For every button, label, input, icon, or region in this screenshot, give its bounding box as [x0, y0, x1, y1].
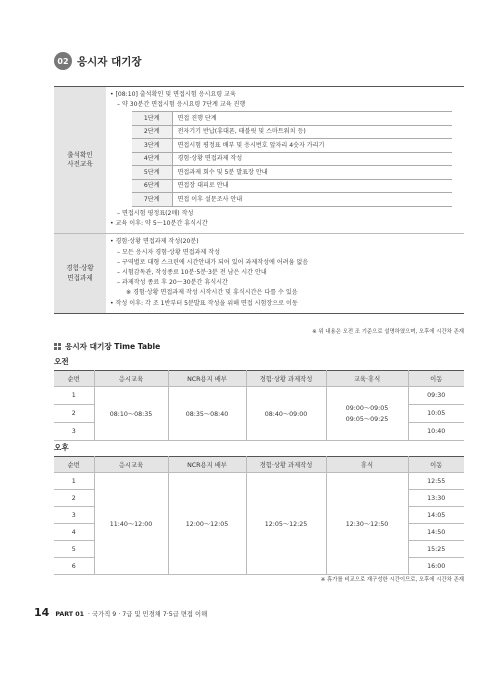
- content-line: – 시험감독관, 작성종료 10분·5분·3분 전 남은 시간 안내: [117, 268, 267, 276]
- section-heading: [54, 52, 142, 70]
- task-time-cell: 08:40～09:00: [246, 387, 326, 441]
- content-line: – 약 30분간 면접시험 응시요령 7단계 교육 진행: [117, 101, 246, 109]
- move-time-cell: 12:55: [408, 473, 464, 490]
- step-description: 면접장 대피로 안내: [172, 179, 452, 193]
- note-morning-basis: ※ 위 내용은 오전 조 기준으로 설명하였으며, 오후에 시간차 존재: [312, 329, 464, 335]
- step-description: 경험·상황 면접과제 작성: [172, 152, 452, 166]
- afternoon-label: 오후: [54, 443, 69, 452]
- section-number-badge: 02: [54, 52, 72, 70]
- task-time-cell: 12:05～12:25: [246, 473, 326, 575]
- step-description: 전자기기 반납(휴대폰, 태블릿 및 스마트워치 등): [172, 125, 452, 139]
- order-cell: 5: [54, 541, 94, 558]
- move-time-cell: 09:30: [408, 387, 464, 405]
- header-ncr: NCR용지 배부: [168, 371, 246, 387]
- info-row: [54, 87, 464, 234]
- step-number: 5단계: [132, 166, 172, 180]
- content-line: • 작성 이후: 각 조 1반부터 5분발표 작성을 위해 면접 시험장으로 이동: [110, 299, 298, 307]
- step-description: 면접 진행 단계: [172, 112, 452, 126]
- order-cell: 1: [54, 387, 94, 405]
- order-cell: 3: [54, 423, 94, 441]
- move-time-cell: 13:30: [408, 490, 464, 507]
- content-line: • [08:10] 출석확인 및 면접시험 응시요령 교육: [110, 91, 236, 98]
- waiting-room-info-table: [54, 86, 464, 314]
- header-rest: 교육·휴식: [326, 371, 408, 387]
- order-cell: 2: [54, 490, 94, 507]
- step-description: 면접시험 평정표 배부 및 응시번호 앞자리 4숫자 가리기: [172, 139, 452, 153]
- rest-time-cell: [326, 387, 408, 441]
- header-edu: 응시교육: [94, 371, 168, 387]
- timetable-heading: [54, 341, 160, 352]
- move-time-cell: 14:50: [408, 524, 464, 541]
- grid-icon: [54, 343, 61, 350]
- step-description: 면접과제 회수 및 5분 발표장 안내: [172, 166, 452, 180]
- step-number: 1단계: [132, 112, 172, 126]
- move-time-cell: 10:40: [408, 423, 464, 441]
- page-footer: [34, 606, 207, 619]
- order-cell: 2: [54, 405, 94, 423]
- row-content: [106, 87, 464, 233]
- header-rest: 휴식: [326, 457, 408, 473]
- rest-time-2: 09:05～09:25: [345, 415, 389, 423]
- step-number: 4단계: [132, 152, 172, 166]
- header-move: 이동: [408, 371, 464, 387]
- move-time-cell: 16:00: [408, 558, 464, 575]
- move-time-cell: 14:05: [408, 507, 464, 524]
- edu-time-cell: 08:10～08:35: [94, 387, 168, 441]
- note-afternoon-basis: ※ 휴가를 비교으로 재구성한 시간이므로, 오후에 시간차 존재: [320, 577, 464, 583]
- move-time-cell: 10:05: [408, 405, 464, 423]
- info-row: [54, 234, 464, 313]
- content-line: • 경험·상황 면접과제 작성(20분): [110, 238, 199, 246]
- header-task: 경험·상황 과제작성: [246, 457, 326, 473]
- content-line: ※ 경험·상황 면접과제 작성 시작시간 및 휴식시간은 다를 수 있음: [126, 289, 298, 297]
- step-number: 7단계: [132, 193, 172, 207]
- row-label: 경험·상황 면접과제: [54, 234, 106, 312]
- content-line: – 모든 응시자 경험·상황 면접과제 작성: [117, 248, 220, 256]
- header-task: 경험·상황 과제작성: [246, 371, 326, 387]
- header-ncr: NCR용지 배부: [168, 457, 246, 473]
- rest-time-cell: 12:30～12:50: [326, 473, 408, 575]
- header-order: 순번: [54, 457, 94, 473]
- order-cell: 6: [54, 558, 94, 575]
- step-number: 3단계: [132, 139, 172, 153]
- order-cell: 4: [54, 524, 94, 541]
- timetable-title: 응시자 대기장 Time Table: [65, 342, 161, 351]
- header-order: 순번: [54, 371, 94, 387]
- order-cell: 3: [54, 507, 94, 524]
- move-time-cell: 15:25: [408, 541, 464, 558]
- ncr-time-cell: 08:35～08:40: [168, 387, 246, 441]
- row-label: 출석확인 사전교육: [54, 87, 106, 233]
- morning-timetable: [54, 370, 464, 441]
- step-description: 면접 이후 설문조사 안내: [172, 193, 452, 207]
- edu-time-cell: 11:40～12:00: [94, 473, 168, 575]
- header-move: 이동: [408, 457, 464, 473]
- ncr-time-cell: 12:00～12:05: [168, 473, 246, 575]
- afternoon-timetable: [54, 456, 464, 575]
- content-line: – 과제작성 종료 후 20～30분간 휴식시간: [117, 279, 228, 287]
- order-cell: 1: [54, 473, 94, 490]
- content-line: • 교육 이후: 약 5～10분간 휴식시간: [110, 220, 208, 228]
- book-title: · 국가직 9 · 7급 및 민경채 7·5급 면접 이해: [88, 611, 208, 618]
- row-content: [106, 234, 464, 312]
- education-steps-table: [132, 111, 452, 207]
- page-number: 14: [34, 606, 50, 619]
- content-line: – 면접시험 평정표(2매) 작성: [117, 209, 194, 217]
- header-edu: 응시교육: [94, 457, 168, 473]
- rest-time-1: 09:00～09:05: [345, 404, 389, 412]
- step-number: 6단계: [132, 179, 172, 193]
- morning-label: 오전: [54, 357, 69, 366]
- part-label: PART 01: [55, 611, 85, 618]
- step-number: 2단계: [132, 125, 172, 139]
- section-title: 응시자 대기장: [77, 55, 142, 68]
- content-line: – 구역별로 대형 스크린에 시간안내가 되어 있어 과제작성에 어려움 없음: [117, 258, 309, 266]
